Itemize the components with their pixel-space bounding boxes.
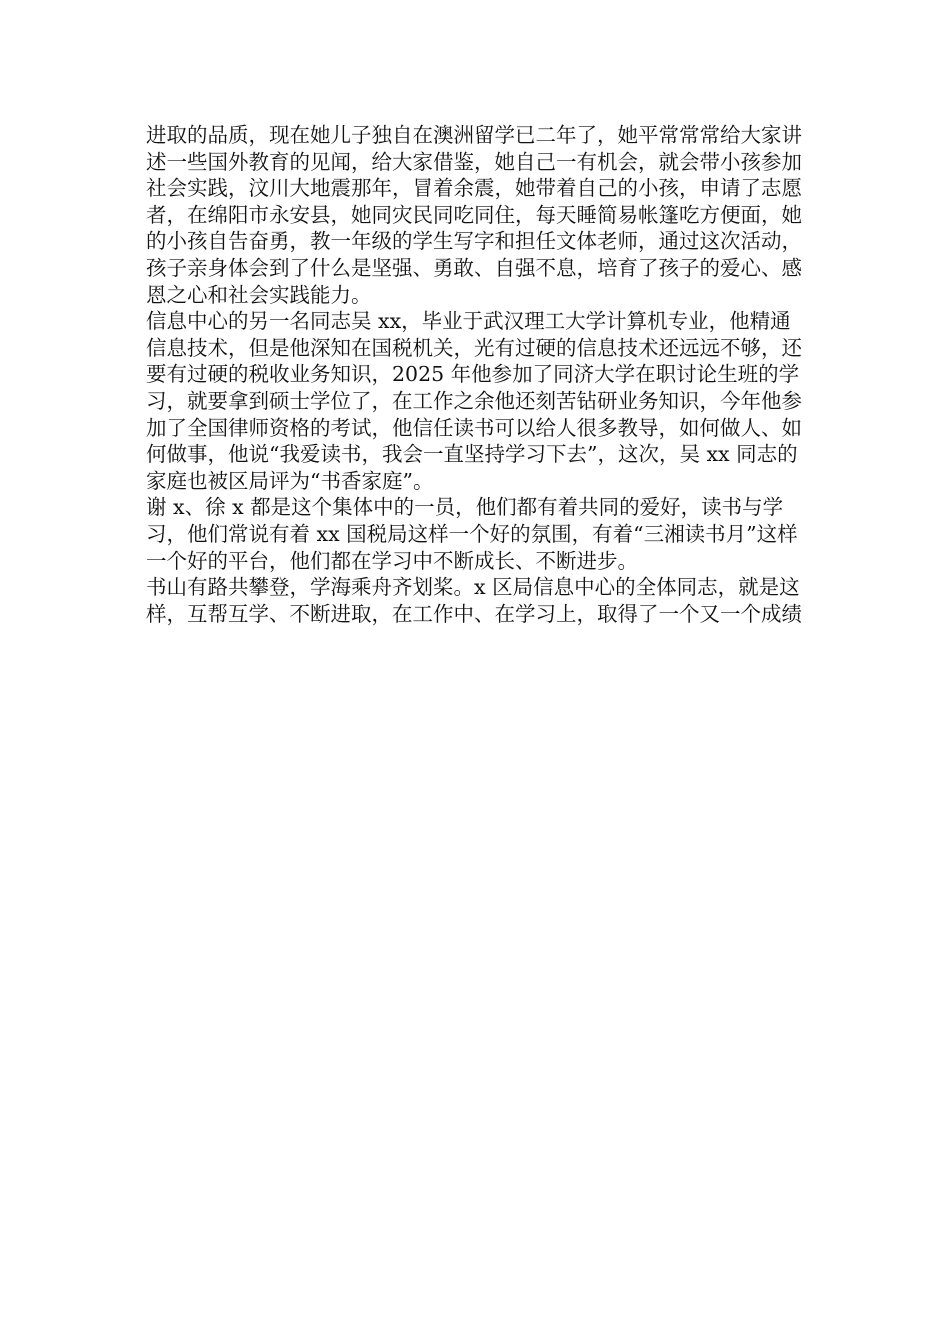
paragraph-1: 进取的品质，现在她儿子独自在澳洲留学已二年了，她平常常常给大家讲述一些国外教育的见闻，给大家借鉴，她自己一有机会，就会带小孩参加社会实践，汶川大地震那年，冒着余震，她带着自己的小孩，申请了志愿者，在绵阳市永安县，她同灾民同吃同住，每天睡简易帐篷吃方便面，她的小孩自告奋勇，教一年级的学生写字和担任文体老师，通过这次活动，孩子亲身体会到了什么是坚强、勇敢、自强不息，培育了孩子的爱心、感恩之心和社会实践能力。 (146, 123, 802, 307)
paragraph-4: 书山有路共攀登，学海乘舟齐划桨。x 区局信息中心的全体同志，就是这样，互帮互学、不断进取，在工作中、在学习上，取得了一个又一个成绩 (146, 575, 802, 626)
body-text (146, 122, 806, 627)
paragraph-3: 谢 x、徐 x 都是这个集体中的一员，他们都有着共同的爱好，读书与学习，他们常说有着 xx 国税局这样一个好的氛围，有着“三湘读书月”这样一个好的平台，他们都在学习中不断成长、不断进步。 (146, 495, 798, 573)
paragraph-2: 信息中心的另一名同志吴 xx，毕业于武汉理工大学计算机专业，他精通信息技术，但是他深知在国税机关，光有过硬的信息技术还远远不够，还要有过硬的税收业务知识，2025 年他参加了同济大学在职讨论生班的学习，就要拿到硕士学位了，在工作之余他还刻苦钻研业务知识，今年他参加了全国律师资格的考试，他信任读书可以给人很多教导，如何做人、如何做事，他说“我爱读书，我会一直坚持学习下去”，这次，吴 xx 同志的家庭也被区局评为“书香家庭”。 (146, 309, 802, 493)
